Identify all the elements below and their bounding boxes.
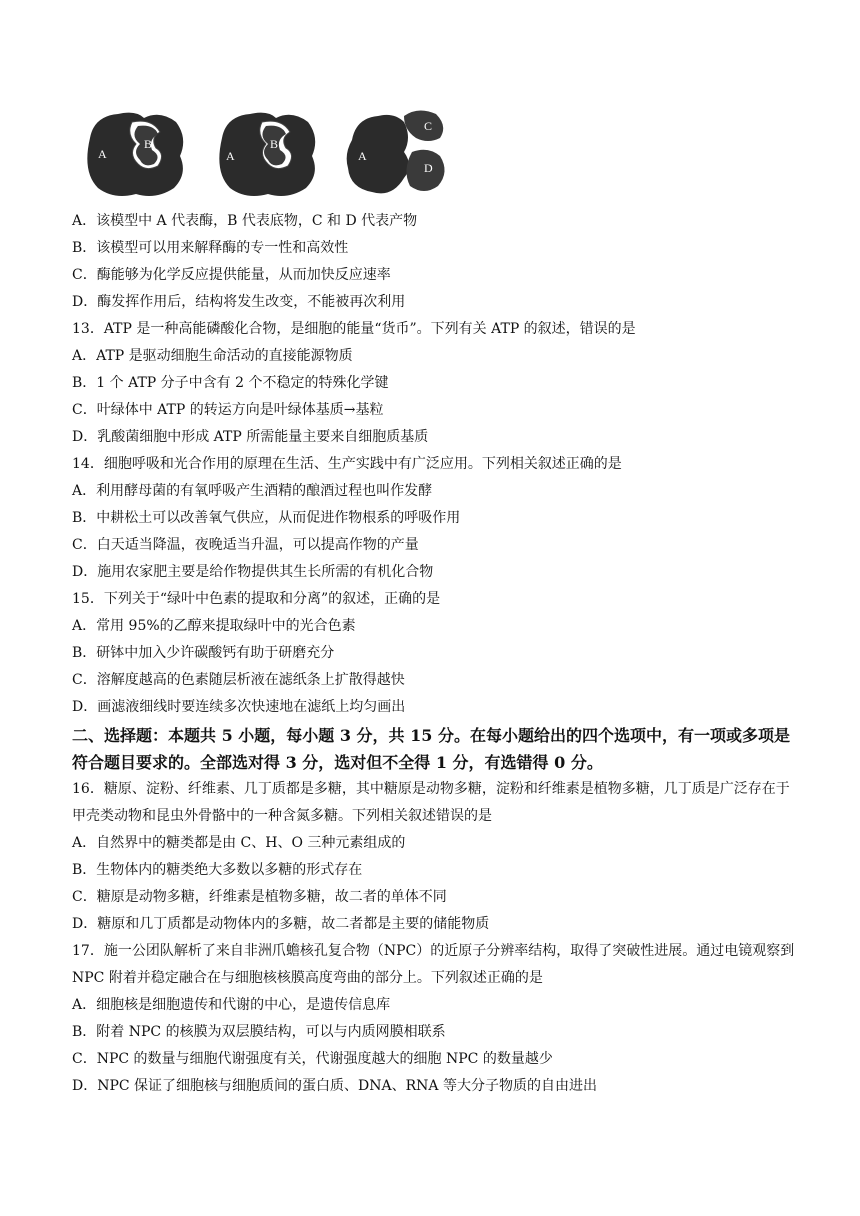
q13-option-b: B．1 个 ATP 分子中含有 2 个不稳定的特殊化学键	[72, 375, 389, 391]
q17-option-b: B．附着 NPC 的核膜为双层膜结构，可以与内质网膜相联系	[72, 1024, 446, 1040]
q17-option-c: C．NPC 的数量与细胞代谢强度有关，代谢强度越大的细胞 NPC 的数量越少	[72, 1051, 553, 1067]
q16-option-a: A．自然界中的糖类都是由 C、H、O 三种元素组成的	[72, 835, 406, 851]
q12-option-d: D．酶发挥作用后，结构将发生改变，不能被再次利用	[72, 294, 406, 310]
diagram-1	[87, 113, 183, 196]
q14-option-d: D．施用农家肥主要是给作物提供其生长所需的有机化合物	[72, 564, 434, 580]
section-two-heading: 二、选择题：本题共 5 小题，每小题 3 分，共 15 分。在每小题给出的四个选项中，有一项或多项是符合题目要求的。全部选对得 3 分，选对但不全得 1 分，有选错得 0 分。	[72, 726, 790, 772]
exam-content	[72, 208, 802, 1100]
diagram2-label-b: B	[270, 137, 279, 151]
diagram3-label-c: C	[424, 119, 433, 133]
q16-option-c: C．糖原是动物多糖，纤维素是植物多糖，故二者的单体不同	[72, 889, 447, 905]
enzyme-substrate-diagram	[80, 108, 460, 200]
q12-option-a: A．该模型中 A 代表酶，B 代表底物，C 和 D 代表产物	[72, 213, 418, 229]
q15-stem: 15．下列关于“绿叶中色素的提取和分离”的叙述，正确的是	[72, 591, 441, 607]
diagram3-label-a: A	[358, 149, 367, 163]
diagram-2	[219, 113, 315, 196]
q17-option-d: D．NPC 保证了细胞核与细胞质间的蛋白质、DNA、RNA 等大分子物质的自由进出	[72, 1078, 597, 1094]
q15-option-a: A．常用 95%的乙醇来提取绿叶中的光合色素	[72, 618, 356, 634]
q12-option-b: B．该模型可以用来解释酶的专一性和高效性	[72, 240, 349, 256]
diagram3-label-d: D	[424, 161, 433, 175]
q13-option-c: C．叶绿体中 ATP 的转运方向是叶绿体基质→基粒	[72, 402, 384, 418]
q13-option-d: D．乳酸菌细胞中形成 ATP 所需能量主要来自细胞质基质	[72, 429, 429, 445]
q17-option-a: A．细胞核是细胞遗传和代谢的中心，是遗传信息库	[72, 997, 391, 1013]
q13-stem: 13．ATP 是一种高能磷酸化合物，是细胞的能量“货币”。下列有关 ATP 的叙述，错误的是	[72, 321, 636, 337]
q15-option-d: D．画滤液细线时要连续多次快速地在滤纸上均匀画出	[72, 699, 406, 715]
q14-option-c: C．白天适当降温，夜晚适当升温，可以提高作物的产量	[72, 537, 419, 553]
q17-stem: 17．施一公团队解析了来自非洲爪蟾核孔复合物（NPC）的近原子分辨率结构，取得了突破性进展。通过电镜观察到 NPC 附着并稳定融合在与细胞核核膜高度弯曲的部分上。下列叙述正确的是	[72, 943, 795, 986]
q13-option-a: A．ATP 是驱动细胞生命活动的直接能源物质	[72, 348, 353, 364]
enzyme-model-figure	[80, 108, 460, 200]
q16-option-b: B．生物体内的糖类绝大多数以多糖的形式存在	[72, 862, 363, 878]
diagram1-label-b: B	[144, 137, 153, 151]
q14-option-b: B．中耕松土可以改善氧气供应，从而促进作物根系的呼吸作用	[72, 510, 461, 526]
diagram-3	[347, 110, 445, 193]
q12-option-c: C．酶能够为化学反应提供能量，从而加快反应速率	[72, 267, 391, 283]
diagram1-label-a: A	[98, 147, 107, 161]
q15-option-b: B．研钵中加入少许碳酸钙有助于研磨充分	[72, 645, 335, 661]
diagram2-label-a: A	[226, 149, 235, 163]
q16-option-d: D．糖原和几丁质都是动物体内的多糖，故二者都是主要的储能物质	[72, 916, 490, 932]
q15-option-c: C．溶解度越高的色素随层析液在滤纸条上扩散得越快	[72, 672, 405, 688]
q14-stem: 14．细胞呼吸和光合作用的原理在生活、生产实践中有广泛应用。下列相关叙述正确的是	[72, 456, 622, 472]
q16-stem: 16．糖原、淀粉、纤维素、几丁质都是多糖，其中糖原是动物多糖，淀粉和纤维素是植物多糖，几丁质是广泛存在于甲壳类动物和昆虫外骨骼中的一种含氮多糖。下列相关叙述错误的是	[72, 781, 790, 824]
q14-option-a: A．利用酵母菌的有氧呼吸产生酒精的酿酒过程也叫作发酵	[72, 483, 433, 499]
